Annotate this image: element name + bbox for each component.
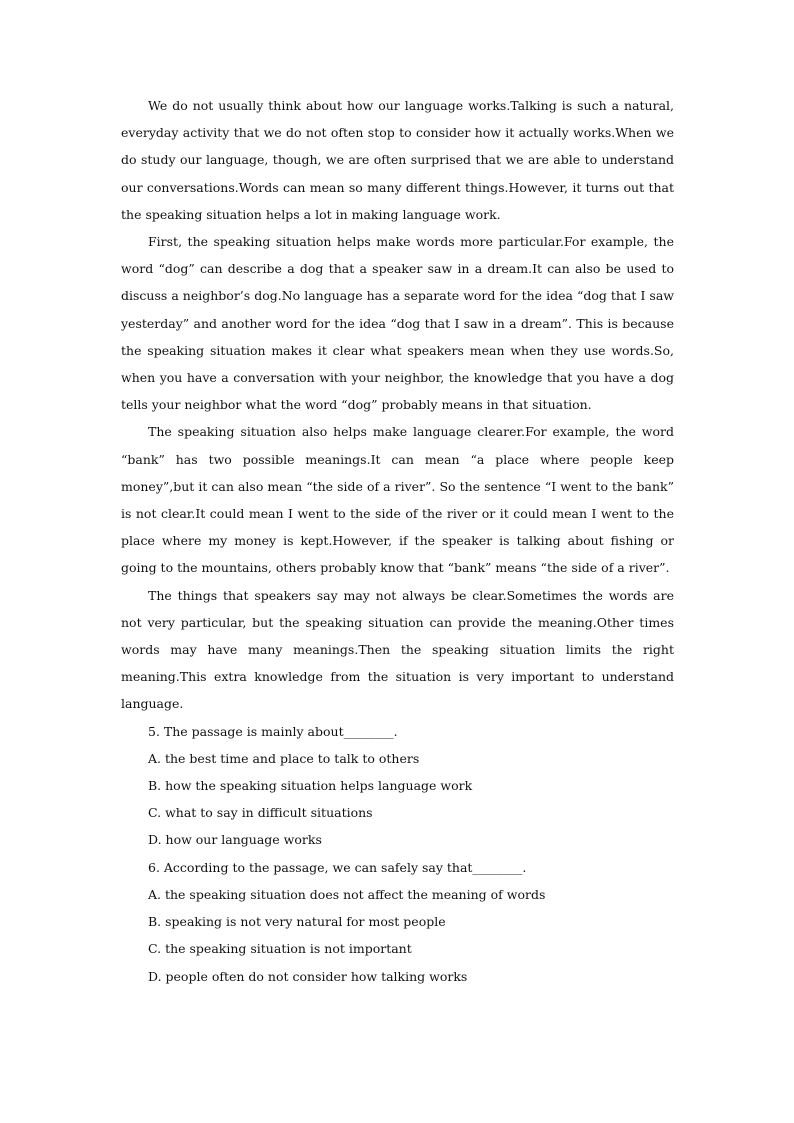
passage-paragraph-4: The things that speakers say may not always be clear.Sometimes the words are not very particular, but the speaking situation can provide the meaning.Other times words may have many meanings.Then the speaking situation limits the right meaning.This extra knowledge from the situation is very important to understand language. [121,587,674,712]
question-6-option-a: A. the speaking situation does not affect the meaning of words [148,886,546,902]
question-5-option-b: B. how the speaking situation helps language work [148,778,473,794]
passage-paragraph-1: We do not usually think about how our language works.Talking is such a natural, everyday activity that we do not often stop to consider how it actually works.When we do study our language, though, we are often surprised that we are able to understand our conversations.Words can mean so many different things.However, it turns out that the speaking situation helps a lot in making language work. [121,98,674,222]
question-6-option-c: C. the speaking situation is not important [148,941,412,957]
question-6-stem: 6. According to the passage, we can safely say that________. [148,859,527,875]
question-5-option-c: C. what to say in difficult situations [148,805,373,821]
question-5-stem: 5. The passage is mainly about________. [148,723,398,739]
question-5-option-d: D. how our language works [148,832,322,848]
reading-passage [121,92,674,718]
document-page [121,92,674,990]
question-5-option-a: A. the best time and place to talk to others [148,750,420,766]
question-5 [121,718,674,854]
question-6-option-d: D. people often do not consider how talking works [148,968,468,984]
question-6-option-b: B. speaking is not very natural for most people [148,914,446,930]
passage-paragraph-2: First, the speaking situation helps make words more particular.For example, the word “dog” can describe a dog that a speaker saw in a dream.It can also be used to discuss a neighbor’s dog.No language has a separate word for the idea “dog that I saw yesterday” and another word for the idea “dog that I saw in a dream”. This is because the speaking situation makes it clear what speakers mean when they use words.So, when you have a conversation with your neighbor, the knowledge that you have a dog tells your neighbor what the word “dog” probably means in that situation. [121,234,674,413]
passage-paragraph-3: The speaking situation also helps make language clearer.For example, the word “bank” has two possible meanings.It can mean “a place where people keep money”,but it can also mean “the side of a river”. So the sentence “I went to the bank” is not clear.It could mean I went to the side of the river or it could mean I went to the place where my money is kept.However, if the speaker is talking about fishing or going to the mountains, others probably know that “bank” means “the side of a river”. [121,424,674,576]
question-6 [121,854,674,990]
